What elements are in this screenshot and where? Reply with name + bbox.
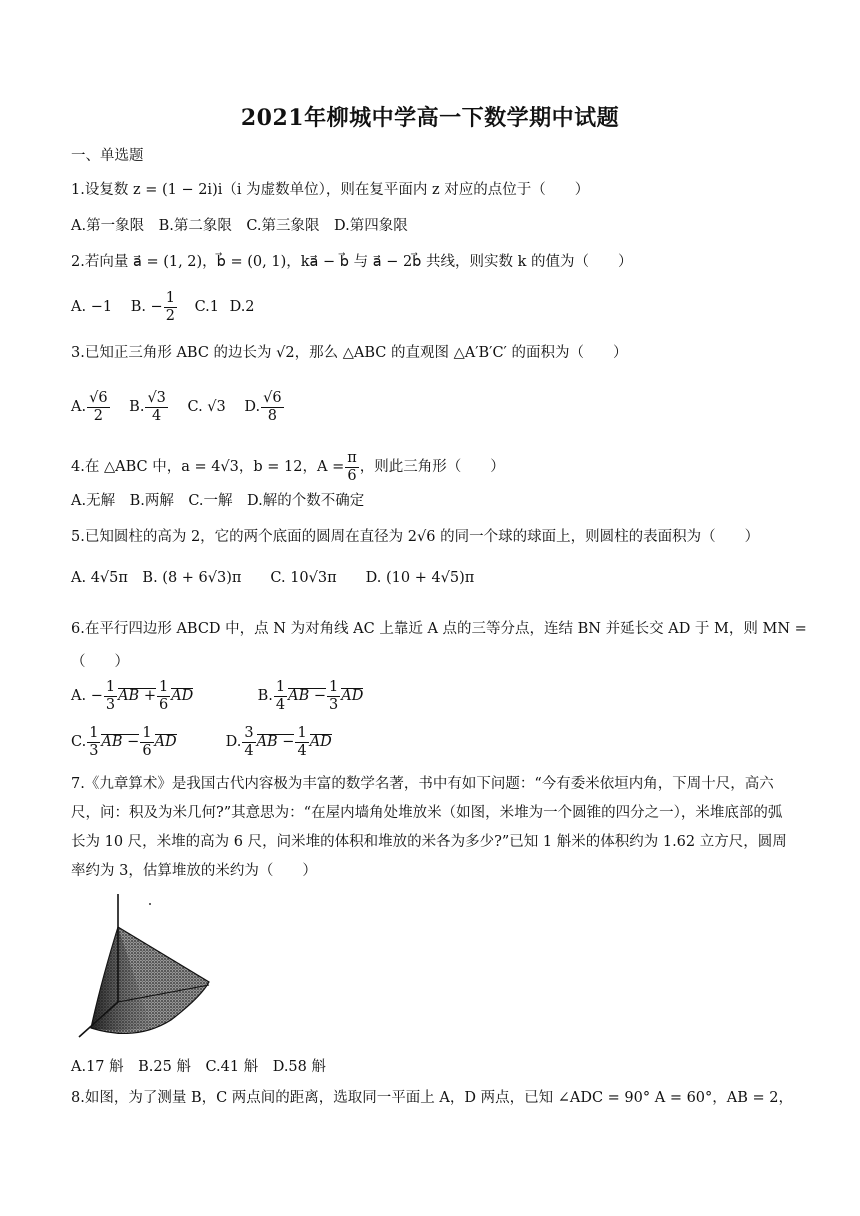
question-3-option-d: D. $\frac{√6}{8}$ xyxy=(244,389,282,424)
question-5-stem: 5.已知圆柱的高为 2，它的两个底面的圆周在直径为 2√6 的同一个球的球面上，则圆柱的表面积为（ ） xyxy=(71,529,760,545)
question-2-option-b: B. − $\frac{1}{2}$ xyxy=(130,289,175,324)
question-1-options: A.第一象限 B.第二象限 C.第三象限 D.第四象限 xyxy=(71,218,408,234)
question-6-option-c: C. $\frac{1}{3}$ AB − $\frac{1}{6}$ AD xyxy=(71,724,177,759)
question-8-stem: 8.如图，为了测量 B，C 两点间的距离，选取同一平面上 A，D 两点，已知 ∠ADC = 90° A = 60°，AB = 2， xyxy=(71,1090,794,1106)
exam-title: 2021年柳城中学高一下数学期中试题 xyxy=(240,105,620,131)
question-6-option-a: A. − $\frac{1}{3}$ AB + $\frac{1}{6}$ AD xyxy=(71,678,194,713)
question-7-stem: 7.《九章算术》是我国古代内容极为丰富的数学名著，书中有如下问题：“今有委米依垣内角，下周十尺，高六尺，问：积及为米几何?”其意思为：“在屋内墙角处堆放米（如图，米堆为一个圆锥的四分之一），米堆底部的弧长为 10 尺，米堆的高为 6 尺，问米堆的体积和堆放的米各为多少?”已知 1 斛米的体积约为 1.62 立方尺，圆周率约为 3，估算堆放的米约为（ ） xyxy=(71,776,787,879)
question-3-options xyxy=(71,385,285,429)
question-2-options xyxy=(71,288,255,326)
question-6-options-row1 xyxy=(71,676,363,716)
question-6-stem: 6.在平行四边形 ABCD 中，点 N 为对角线 AC 上靠近 A 点的三等分点，连结 BN 并延长交 AD 于 M，则 MN = xyxy=(71,621,807,637)
question-2-stem: 2.若向量 a⃗ = (1, 2)，b⃗ = (0, 1)，ka⃗ − b⃗ 与 a⃗ − 2b⃗ 共线，则实数 k 的值为（ ） xyxy=(71,254,633,270)
question-2-option-c: C.1 xyxy=(194,299,219,315)
question-5-options: A. 4√5π B. (8 + 6√3)π C. 10√3π D. (10 + 4√5)π xyxy=(71,570,475,586)
question-3-stem: 3.已知正三角形 ABC 的边长为 √2，那么 △ABC 的直观图 △A′B′C′ 的面积为（ ） xyxy=(71,345,628,361)
question-3-option-b: B. $\frac{√3}{4}$ xyxy=(129,389,166,424)
question-2-option-a: A. −1 xyxy=(71,299,113,315)
question-2-option-d: D.2 xyxy=(229,299,255,315)
rice-pile-cone-figure xyxy=(71,892,221,1044)
question-4-stem: 4.在 △ABC 中，a = 4√3，b = 12，A = $\frac{\pi}{6}$ ，则此三角形（ ） xyxy=(71,449,505,484)
section-heading: 一、单选题 xyxy=(71,148,144,164)
question-6-options-row2 xyxy=(71,722,332,762)
question-3-option-a: A. $\frac{√6}{2}$ xyxy=(71,389,108,424)
cone-diagram xyxy=(71,892,221,1044)
question-6-option-d: D. $\frac{3}{4}$ AB − $\frac{1}{4}$ AD xyxy=(225,724,332,759)
question-1-stem: 1.设复数 z = (1 − 2i)i（i 为虚数单位），则在复平面内 z 对应的点位于（ ） xyxy=(71,182,590,198)
question-6-option-b: B. $\frac{1}{4}$ AB − $\frac{1}{3}$ AD xyxy=(257,678,364,713)
question-3-option-c: C. √3 xyxy=(187,399,226,415)
question-7-options: A.17 斛 B.25 斛 C.41 斛 D.58 斛 xyxy=(71,1059,326,1075)
question-4-options: A.无解 B.两解 C.一解 D.解的个数不确定 xyxy=(71,493,365,509)
question-6-stem-continued: （ ） xyxy=(71,654,129,670)
